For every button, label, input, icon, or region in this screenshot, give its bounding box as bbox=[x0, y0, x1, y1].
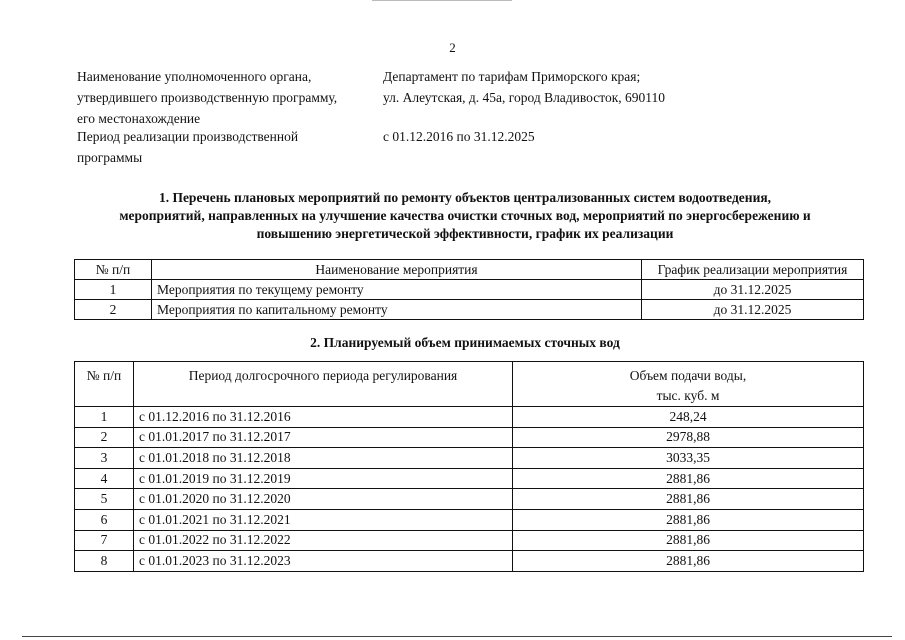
page-number: 2 bbox=[449, 40, 456, 55]
authority-label-line: Наименование уполномоченного органа, bbox=[77, 69, 312, 84]
table-row bbox=[75, 448, 864, 469]
table-row bbox=[75, 407, 864, 428]
table-row bbox=[75, 489, 864, 510]
section1-title-line: 1. Перечень плановых мероприятий по ремонту объектов централизованных систем водоотведения, bbox=[158, 190, 772, 205]
period-cell: с 01.01.2018 по 31.12.2018 bbox=[134, 448, 513, 469]
row-number-cell: 2 bbox=[75, 300, 152, 320]
column-header: № п/п bbox=[75, 362, 134, 407]
row-number-cell: 8 bbox=[75, 551, 134, 572]
schedule-cell: до 31.12.2025 bbox=[642, 300, 864, 320]
period-label bbox=[77, 126, 377, 168]
period-cell: с 01.01.2020 по 31.12.2020 bbox=[134, 489, 513, 510]
volume-cell: 2881,86 bbox=[513, 530, 864, 551]
section1-title-line: повышению энергетической эффективности, график их реализации bbox=[256, 226, 674, 241]
volume-cell: 2881,86 bbox=[513, 509, 864, 530]
row-number-cell: 5 bbox=[75, 489, 134, 510]
volume-cell: 2978,88 bbox=[513, 427, 864, 448]
column-header: Наименование мероприятия bbox=[152, 260, 642, 280]
authority-label-line: утвердившего производственную программу, bbox=[77, 90, 338, 105]
table-row bbox=[75, 551, 864, 572]
row-number-cell: 1 bbox=[75, 280, 152, 300]
table-row bbox=[75, 530, 864, 551]
table-header-row bbox=[75, 260, 864, 280]
table-row bbox=[75, 427, 864, 448]
period-cell: с 01.12.2016 по 31.12.2016 bbox=[134, 407, 513, 428]
table-row bbox=[75, 468, 864, 489]
scan-bottom-edge bbox=[22, 636, 892, 637]
section2-title: 2. Планируемый объем принимаемых сточных вод bbox=[310, 335, 620, 350]
column-header bbox=[513, 362, 864, 407]
volume-cell: 2881,86 bbox=[513, 489, 864, 510]
period-cell: с 01.01.2017 по 31.12.2017 bbox=[134, 427, 513, 448]
authority-label bbox=[77, 66, 377, 129]
period-cell: с 01.01.2019 по 31.12.2019 bbox=[134, 468, 513, 489]
scan-edge-mark bbox=[372, 0, 512, 1]
row-number-cell: 2 bbox=[75, 427, 134, 448]
volume-cell: 2881,86 bbox=[513, 551, 864, 572]
period-cell: с 01.01.2021 по 31.12.2021 bbox=[134, 509, 513, 530]
period-value: с 01.12.2016 по 31.12.2025 bbox=[383, 129, 535, 144]
authority-label-line: его местонахождение bbox=[77, 111, 201, 126]
row-number-cell: 7 bbox=[75, 530, 134, 551]
activity-name-cell: Мероприятия по текущему ремонту bbox=[152, 280, 642, 300]
section1-title bbox=[60, 189, 870, 243]
volume-cell: 248,24 bbox=[513, 407, 864, 428]
row-number-cell: 6 bbox=[75, 509, 134, 530]
volume-cell: 2881,86 bbox=[513, 468, 864, 489]
section1-title-line: мероприятий, направленных на улучшение качества очистки сточных вод, мероприятий по энергосбережению и bbox=[119, 208, 811, 223]
period-cell: с 01.01.2022 по 31.12.2022 bbox=[134, 530, 513, 551]
row-number-cell: 1 bbox=[75, 407, 134, 428]
row-number-cell: 4 bbox=[75, 468, 134, 489]
authority-value-line: Департамент по тарифам Приморского края; bbox=[383, 69, 641, 84]
table-row bbox=[75, 300, 864, 320]
column-header: Период долгосрочного периода регулирования bbox=[134, 362, 513, 407]
period-label-line: программы bbox=[77, 150, 143, 165]
column-header: № п/п bbox=[75, 260, 152, 280]
row-number-cell: 3 bbox=[75, 448, 134, 469]
table-header-row bbox=[75, 362, 864, 407]
wastewater-volume-table bbox=[74, 361, 864, 572]
authority-value-line: ул. Алеутская, д. 45а, город Владивосток, 690110 bbox=[383, 90, 666, 105]
activities-table bbox=[74, 259, 864, 320]
authority-value bbox=[383, 66, 883, 108]
volume-cell: 3033,35 bbox=[513, 448, 864, 469]
schedule-cell: до 31.12.2025 bbox=[642, 280, 864, 300]
column-header-line: Объем подачи воды, bbox=[629, 368, 747, 383]
period-cell: с 01.01.2023 по 31.12.2023 bbox=[134, 551, 513, 572]
column-header-line: тыс. куб. м bbox=[656, 388, 720, 403]
column-header: График реализации мероприятия bbox=[642, 260, 864, 280]
period-label-line: Период реализации производственной bbox=[77, 129, 299, 144]
table-row bbox=[75, 509, 864, 530]
table-row bbox=[75, 280, 864, 300]
activity-name-cell: Мероприятия по капитальному ремонту bbox=[152, 300, 642, 320]
